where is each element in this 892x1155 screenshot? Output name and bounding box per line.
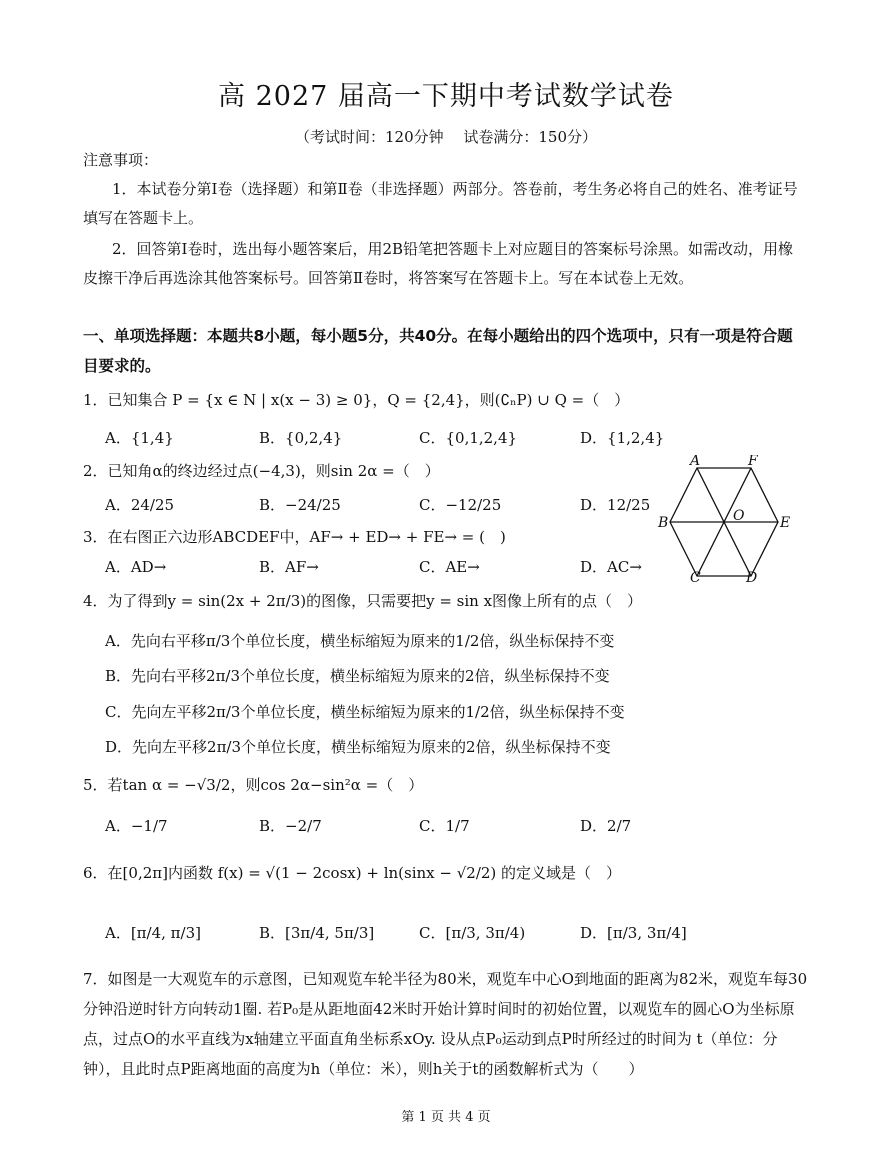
question-7-line-1: 7．如图是一大观览车的示意图，已知观览车轮半径为80米，观览车中心O到地面的距离为82米，观览车每30 <box>83 970 808 988</box>
question-5-option-d: D．2/7 <box>580 817 632 835</box>
question-3-option-a: A．AD→ <box>105 558 167 576</box>
question-4-stem: 4．为了得到y = sin(2x + 2π/3)的图像，只需要把y = sin x图像上所有的点（ ） <box>83 592 643 610</box>
vertex-label-a: A <box>690 455 701 469</box>
vertex-label-d: D <box>746 570 758 585</box>
notice-heading: 注意事项： <box>83 151 159 169</box>
center-label-o: O <box>733 508 745 524</box>
question-5-stem: 5．若tan α = −√3/2，则cos 2α−sin²α =（ ） <box>83 776 424 794</box>
question-7-line-2: 分钟沿逆时针方向转动1圈. 若P₀是从距地面42米时开始计算时间时的初始位置，以观览车的圆心O为坐标原 <box>83 1000 795 1018</box>
notice-item-2-line-2: 皮擦干净后再选涂其他答案标号。回答第Ⅱ卷时，将答案写在答题卡上。写在本试卷上无效。 <box>83 269 694 287</box>
question-4-option-b: B．先向右平移2π/3个单位长度，横坐标缩短为原来的2倍，纵坐标保持不变 <box>105 667 610 685</box>
vertex-label-f: F <box>748 455 758 469</box>
vertex-label-c: C <box>690 570 701 585</box>
question-3-option-d: D．AC→ <box>580 558 642 576</box>
question-6-option-d: D．[π/3, 3π/4] <box>580 924 687 942</box>
notice-item-2-line-1: 2．回答第Ⅰ卷时，选出每小题答案后，用2B铅笔把答题卡上对应题目的答案标号涂黑。如需改动，用橡 <box>112 240 794 258</box>
exam-info: （考试时间：120分钟 试卷满分：150分） <box>294 128 598 146</box>
question-6-option-b: B．[3π/4, 5π/3] <box>259 924 375 942</box>
question-2-stem: 2．已知角α的终边经过点(−4,3)，则sin 2α =（ ） <box>83 462 440 480</box>
question-7-line-3: 点，过点O的水平直线为x轴建立平面直角坐标系xOy. 设从点P₀运动到点P时所经过的时间为 t（单位：分 <box>83 1030 778 1048</box>
question-2-option-a: A．24/25 <box>105 496 175 514</box>
question-6-option-a: A．[π/4, π/3] <box>105 924 201 942</box>
question-5-option-b: B．−2/7 <box>259 817 322 835</box>
question-4-option-a: A．先向右平移π/3个单位长度，横坐标缩短为原来的1/2倍，纵坐标保持不变 <box>105 632 615 650</box>
question-2-option-b: B．−24/25 <box>259 496 341 514</box>
question-3-stem: 3．在右图正六边形ABCDEF中，AF→ + ED→ + FE→ = ( ) <box>83 528 506 546</box>
question-7-line-4: 钟），且此时点P距离地面的高度为h（单位：米），则h关于t的函数解析式为（ ） <box>83 1060 644 1078</box>
notice-item-1-line-2: 填写在答题卡上。 <box>83 209 204 227</box>
question-1-stem: 1．已知集合 P = {x ∈ N | x(x − 3) ≥ 0}，Q = {2,4}，则(∁ₙP) ∪ Q =（ ） <box>83 391 630 409</box>
question-4-option-c: C．先向左平移2π/3个单位长度，横坐标缩短为原来的1/2倍，纵坐标保持不变 <box>105 703 625 721</box>
page-title: 高 2027 届高一下期中考试数学试卷 <box>218 81 674 112</box>
question-2-option-d: D．12/25 <box>580 496 651 514</box>
question-6-option-c: C．[π/3, 3π/4) <box>419 924 526 942</box>
section-1-heading-line-1: 一、单项选择题：本题共8小题，每小题5分，共40分。在每小题给出的四个选项中，只有一项是符合题 <box>83 327 793 345</box>
question-5-option-a: A．−1/7 <box>105 817 168 835</box>
question-6-stem: 6．在[0,2π]内函数 f(x) = √(1 − 2cosx) + ln(sinx − √2/2) 的定义域是（ ） <box>83 864 622 882</box>
question-1-option-c: C．{0,1,2,4} <box>419 429 518 447</box>
question-3-option-b: B．AF→ <box>259 558 319 576</box>
question-1-option-d: D．{1,2,4} <box>580 429 665 447</box>
question-5-option-c: C．1/7 <box>419 817 470 835</box>
hexagon-figure <box>650 455 800 585</box>
page-footer: 第 1 页 共 4 页 <box>401 1110 491 1125</box>
question-2-option-c: C．−12/25 <box>419 496 502 514</box>
question-3-option-c: C．AE→ <box>419 558 480 576</box>
notice-item-1-line-1: 1．本试卷分第Ⅰ卷（选择题）和第Ⅱ卷（非选择题）两部分。答卷前，考生务必将自己的姓名、准考证号 <box>112 180 798 198</box>
vertex-label-e: E <box>780 515 791 531</box>
question-1-option-a: A．{1,4} <box>105 429 174 447</box>
section-1-heading-line-2: 目要求的。 <box>83 357 161 375</box>
question-1-option-b: B．{0,2,4} <box>259 429 343 447</box>
vertex-label-b: B <box>658 515 669 531</box>
question-4-option-d: D．先向左平移2π/3个单位长度，横坐标缩短为原来的2倍，纵坐标保持不变 <box>105 738 611 756</box>
